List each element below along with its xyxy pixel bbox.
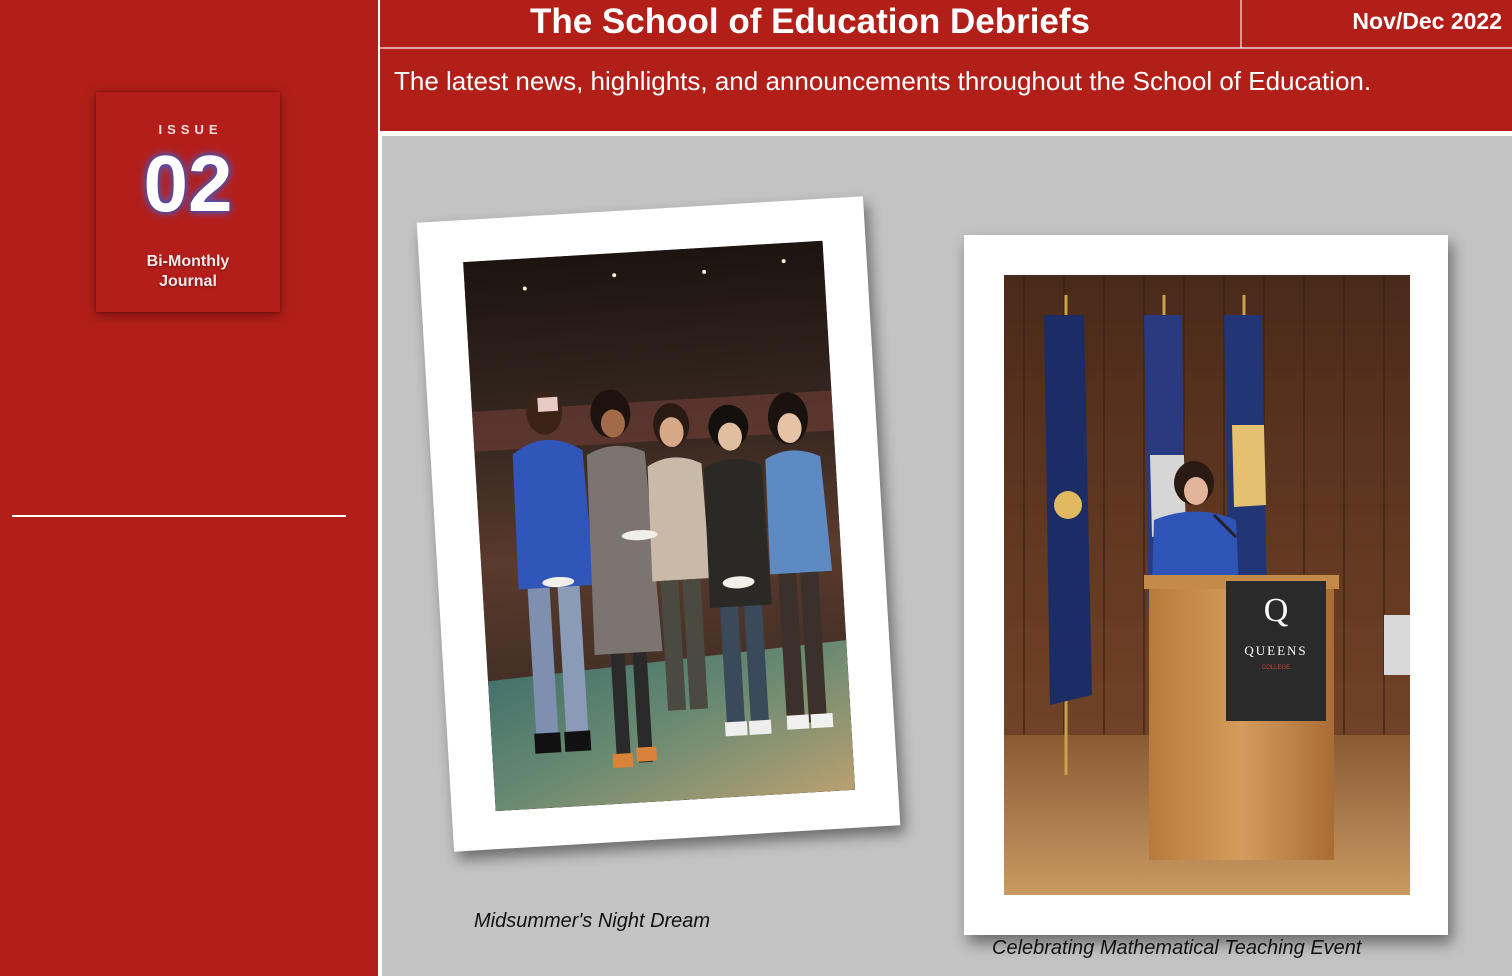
page-subtitle: The latest news, highlights, and announcements throughout the School of Education. <box>394 66 1372 96</box>
issue-frequency <box>96 252 280 292</box>
photo-frame-math-event <box>964 235 1448 935</box>
issue-label: ISSUE <box>158 122 223 137</box>
photo-gallery <box>382 136 1512 976</box>
caption-math-event: Celebrating Mathematical Teaching Event <box>992 937 1362 959</box>
podium-logo-name: QUEENS <box>1244 643 1308 658</box>
main-content <box>380 131 1512 976</box>
page-title: The School of Education Debriefs <box>529 2 1091 41</box>
header-banner <box>380 0 1512 131</box>
photo-midsummer-illustration <box>463 241 855 811</box>
photo-frame-midsummer <box>417 196 901 851</box>
header-separator-vertical <box>1240 0 1242 48</box>
sidebar-divider <box>12 515 346 517</box>
caption-midsummer: Midsummer's Night Dream <box>474 910 711 932</box>
photo-midsummer <box>463 241 855 811</box>
header-separator-horizontal <box>380 47 1512 49</box>
podium-logo-letter: Q <box>1263 592 1289 629</box>
issue-frequency-line-2: Journal <box>159 273 217 290</box>
issue-number: 02 <box>143 139 233 228</box>
issue-date: Nov/Dec 2022 <box>1352 8 1502 34</box>
photo-math-event <box>1004 275 1410 895</box>
photo-math-event-illustration <box>1004 275 1410 895</box>
sidebar <box>0 0 378 976</box>
issue-frequency-line-1: Bi-Monthly <box>146 253 230 270</box>
issue-badge <box>96 92 280 312</box>
podium-logo-sub: COLLEGE <box>1261 665 1291 671</box>
